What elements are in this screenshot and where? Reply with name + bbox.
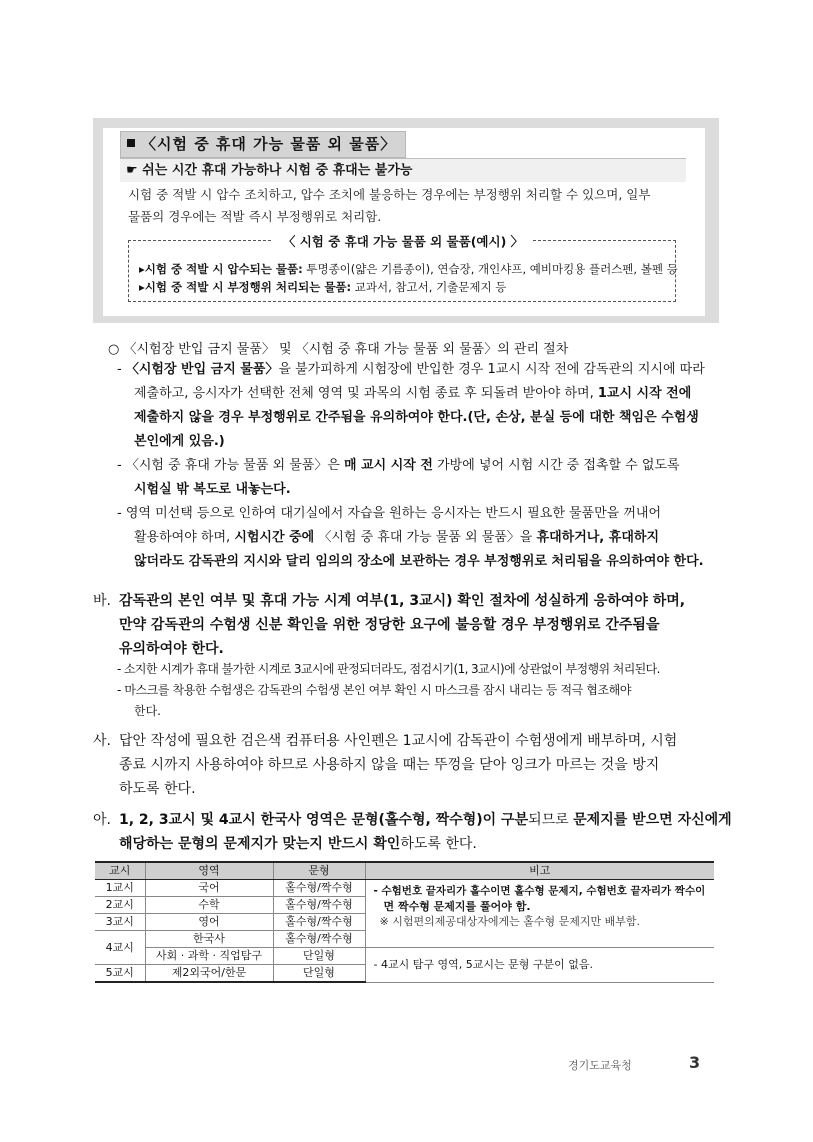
section-o-item1-line3: 제출하지 않을 경우 부정행위로 간주됨을 유의하여야 한다.(단, 손상, 분실 등에 대한 책임은 수험생	[134, 410, 699, 425]
table-row: 5교시 제2외국어/한문 단일형	[95, 965, 714, 983]
section-o-item3-line1: - 영역 미선택 등으로 인하여 대기실에서 자습을 원하는 응시자는 반드시 필요한 물품만을 꺼내어	[117, 506, 662, 521]
section-sa-marker: 사.	[93, 733, 111, 749]
table-header: 교시	[95, 862, 145, 880]
box-subtitle: ☛ 쉬는 시간 휴대 가능하나 시험 중 휴대는 불가능	[120, 158, 686, 182]
table-note-1: - 수험번호 끝자리가 홀수이면 홀수형 문제지, 수험번호 끝자리가 짝수이 면 짝수형 문제지를 풀어야 함. ※ 시험편의제공대상자에게는 홀수형 문제지만 배부함.	[365, 880, 714, 948]
footer-org: 경기도교육청	[568, 1059, 632, 1072]
section-a-line2: 해당하는 문형의 문제지가 맞는지 반드시 확인하도록 한다.	[119, 836, 477, 852]
form-type-table	[95, 861, 714, 983]
section-o-heading: ○ 〈시험장 반입 금지 물품〉 및 〈시험 중 휴대 가능 물품 외 물품〉의 관리 절차	[108, 342, 569, 357]
section-ba-line1: 감독관의 본인 여부 및 휴대 가능 시계 여부(1, 3교시) 확인 절차에 성실하게 응하여야 하며,	[119, 593, 686, 609]
table-header-row	[95, 862, 714, 880]
section-o-item1-line4: 본인에게 있음.)	[134, 434, 225, 449]
square-bullet-icon	[127, 139, 135, 147]
table-row: 2교시 수학 홀수형/짝수형	[95, 897, 714, 914]
example-line-seized: ▸시험 중 적발 시 압수되는 물품: 투명종이(얇은 기름종이), 연습장, 개인샤프, 예비마킹용 플러스펜, 볼펜 등	[139, 262, 678, 276]
section-ba-detail1: - 소지한 시계가 휴대 불가한 시계로 3교시에 판정되더라도, 점검시기(1, 3교시)에 상관없이 부정행위 처리된다.	[117, 662, 660, 676]
section-ba-marker: 바.	[93, 593, 111, 609]
section-sa-line3: 하도록 한다.	[119, 781, 196, 797]
table-note-2: - 4교시 탐구 영역, 5교시는 문형 구분이 없음.	[365, 948, 714, 983]
section-o-item1-line2: 제출하고, 응시자가 선택한 전체 영역 및 과목의 시험 종료 후 되돌려 받아야 하며, 1교시 시작 전에	[134, 386, 692, 401]
table-row: 1교시 국어 홀수형/짝수형 - 수험번호 끝자리가 홀수이면 홀수형 문제지, 수험번호 끝자리가 짝수이 면 짝수형 문제지를 풀어야 함. ※ 시험편의제공대상자에게는 홀수형 문제지만 배부함.	[95, 880, 714, 897]
page-number: 3	[689, 1053, 701, 1072]
table-row: 4교시 한국사 홀수형/짝수형	[95, 931, 714, 948]
box-title: 〈시험 중 휴대 가능 물품 외 물품〉	[120, 131, 406, 158]
table-row: 3교시 영어 홀수형/짝수형	[95, 914, 714, 931]
section-ba-detail2-line1: - 마스크를 착용한 수험생은 감독관의 수험생 본인 여부 확인 시 마스크를 잠시 내리는 등 적극 협조해야	[117, 683, 632, 697]
section-a-marker: 아.	[93, 812, 111, 828]
section-ba-detail2-line2: 한다.	[134, 704, 161, 718]
section-ba-line3: 유의하여야 한다.	[119, 641, 224, 657]
example-line-misconduct: ▸시험 중 적발 시 부정행위 처리되는 물품: 교과서, 참고서, 기출문제지 등	[139, 280, 507, 294]
section-sa-line1: 답안 작성에 필요한 검은색 컴퓨터용 사인펜은 1교시에 감독관이 수험생에게 배부하며, 시험	[119, 733, 678, 749]
example-title: 〈 시험 중 휴대 가능 물품 외 물품(예시) 〉	[129, 232, 677, 250]
section-ba-line2: 만약 감독관의 수험생 신분 확인을 위한 정당한 요구에 불응할 경우 부정행위로 간주됨을	[119, 617, 660, 633]
table-header: 영역	[145, 862, 273, 880]
box-text: 시험 중 적발 시 압수 조치하고, 압수 조치에 불응하는 경우에는 부정행위 처리할 수 있으며, 일부 물품의 경우에는 적발 즉시 부정행위로 처리함.	[128, 187, 651, 224]
table-header: 비고	[365, 862, 714, 880]
section-o-item1-line1: - 〈시험장 반입 금지 물품〉을 불가피하게 시험장에 반입한 경우 1교시 시작 전에 감독관의 지시에 따라	[117, 362, 705, 377]
section-o-item3-line3: 않더라도 감독관의 지시와 달리 임의의 장소에 보관하는 경우 부정행위로 처리됨을 유의하여야 한다.	[134, 554, 704, 569]
table-header: 문형	[273, 862, 365, 880]
section-o-item2-line2: 시험실 밖 복도로 내놓는다.	[134, 482, 291, 497]
section-o-item2-line1: - 〈시험 중 휴대 가능 물품 외 물품〉은 매 교시 시작 전 가방에 넣어 시험 시간 중 접촉할 수 없도록	[117, 458, 680, 473]
section-sa-line2: 종료 시까지 사용하여야 하므로 사용하지 않을 때는 뚜껑을 닫아 잉크가 마르는 것을 방지	[119, 757, 660, 773]
example-box	[128, 234, 678, 302]
section-o-item3-line2: 활용하여야 하며, 시험시간 중에 〈시험 중 휴대 가능 물품 외 물품〉을 휴대하거나, 휴대하지	[134, 530, 660, 545]
section-a-line1: 1, 2, 3교시 및 4교시 한국사 영역은 문형(홀수형, 짝수형)이 구분되므로 문제지를 받으면 자신에게	[119, 812, 732, 828]
table-row: 사회 · 과학 · 직업탐구 단일형 - 4교시 탐구 영역, 5교시는 문형 구분이 없음.	[95, 948, 714, 965]
